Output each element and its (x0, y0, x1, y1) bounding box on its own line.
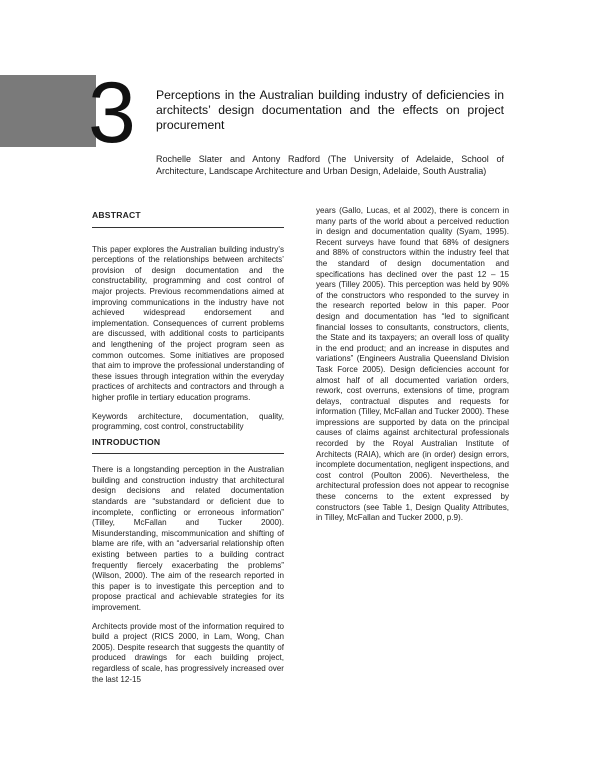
intro-paragraph-2-continued: years (Gallo, Lucas, et al 2002), there is concern in many parts of the world about a perceived reduction in design and documentation quality (Syam, 1995). Recent surveys have found that 68% of designers and 88% of constructors within the industry feel that the standard of design documentation and specifications has declined over the past 12 – 15 years (Tilley 2005). This perception was held by 90% of the constructors who responded to the survey in the research reported below in this paper. Poor design and documentation has “led to significant financial losses to consultants, constructors, clients, the State and its taxpayers; an overall loss of quality in the end product; and an increase in disputes and variations” (Engineers Australia Queensland Division Task Force 2005). Design deficiencies account for almost half of all documented variation orders, rework, cost overruns, extensions of time, program delays, contractual disputes and requests for information (Tilley, McFallan and Tucker 2000). These impressions are supported by data on the principal causes of claims against architectural professionals recorded by the Royal Australian Institute of Architects (RAIA), which are (in order) design errors, incomplete documentation, negligent inspections, and cost control (Poulton 2006). Nevertheless, the architectural profession does not appear to recognise these concerns to the extent expressed by constructors (see Table 1, Design Quality Attributes, in Tilley, McFallan and Tucker 2000, p.9). (316, 206, 509, 523)
intro-paragraph-2: Architects provide most of the information required to build a project (RICS 2000, in Lam, Wong, Chan 2005). Despite research that suggests the quantity of produced drawings for each building project, regardless of scale, has progressively increased over the last 12-15 (92, 621, 284, 684)
paper-title: Perceptions in the Australian building industry of deficiencies in architects’ design documentation and the effects on project procurement (156, 88, 504, 132)
chapter-grey-block (0, 75, 96, 147)
abstract-rule (92, 227, 284, 228)
intro-paragraph-1: There is a longstanding perception in the Australian building and construction industry that architectural design decisions and related documentation standards are “substandard or deficient due to incomplete, conflicting or erroneous information” (Tilley, McFallan and Tucker 2000). Misunderstanding, miscommunication and shifting of blame are rife, with an “adversarial relationship often existing between parties to a building contract frequently fiercely exacerbating the problems” (Wilson, 2000). The aim of the research reported in this paper is to investigate this perception and to propose practical and achievable strategies for its improvement. (92, 465, 284, 612)
introduction-rule (92, 453, 284, 454)
paper-authors: Rochelle Slater and Antony Radford (The University of Adelaide, School of Architecture, Landscape Architecture and Urban Design, Adelaide, South Australia) (156, 154, 504, 176)
introduction-heading: INTRODUCTION (92, 436, 161, 447)
keywords: Keywords architecture, documentation, quality, programming, cost control, constructability (92, 411, 284, 432)
abstract-heading: ABSTRACT (92, 210, 141, 220)
chapter-number: 3 (88, 65, 136, 161)
right-column (316, 206, 509, 532)
abstract-text: This paper explores the Australian building industry’s perceptions of the relationships between architects’ provision of design documentation and the constructability, programming and cost control of major projects. Previous recommendations aimed at improving communications in the industry have not achieved widespread endorsement and implementation. Consequences of current problems are discussed, with additional costs to participants and lengthening of the project program seen as common outcomes. Some initiatives are proposed that aim to improve the professional understanding of these issues through integration within the everyday practices of architects and contractors and through a higher profile in tertiary education programs. (92, 244, 284, 402)
left-column (92, 210, 284, 693)
